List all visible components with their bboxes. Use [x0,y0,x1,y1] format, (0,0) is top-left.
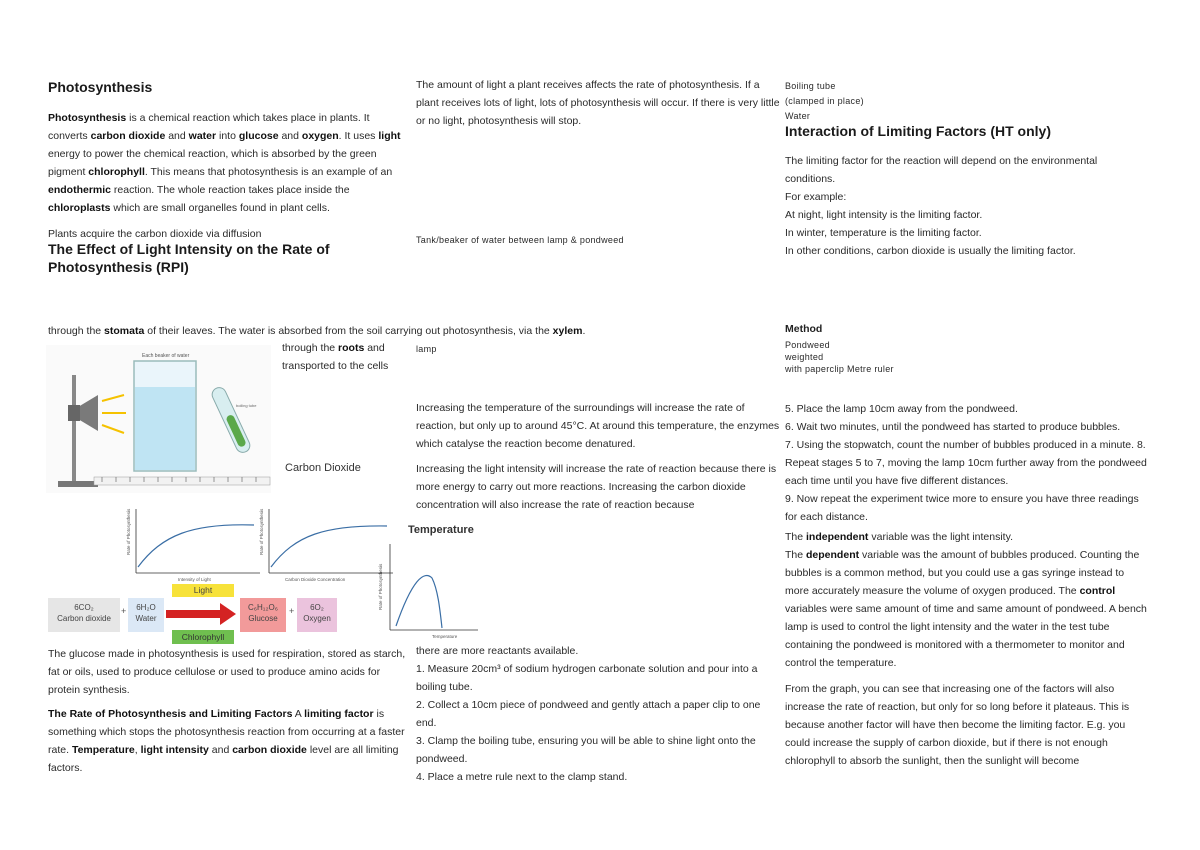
equation-carbon-dioxide: 6CO₂ Carbon dioxide [48,598,120,632]
page-title: Photosynthesis [48,79,153,95]
method-step: 3. Clamp the boiling tube, ensuring you will be able to shine light onto the pondweed. [416,735,756,765]
rpi-heading: The Effect of Light Intensity on the Rate of Photosynthesis (RPI) [48,241,330,275]
reactants-line: there are more reactants available. [416,645,579,657]
graph-explanation: From the graph, you can see that increasing one of the factors will also increase the rate of reaction, but only for so long before it plateaus. This is because another factor will have then become the limiting factor. E.g. you could increase the supply of carbon dioxide, but if there is not enough chlorophyll to absorb the sunlight, then the sunlight will become [785,683,1130,767]
paperclip-ruler-label: with paperclip Metre ruler [785,364,894,374]
interaction-list [785,152,1145,260]
method-step: 1. Measure 20cm³ of sodium hydrogen carbonate solution and pour into a boiling tube. [416,663,758,693]
weighted-label: weighted [785,352,824,362]
svg-text:Each beaker of water: Each beaker of water [142,353,190,359]
method-step: 6. Wait two minutes, until the pondweed has started to produce bubbles. [785,421,1121,433]
interaction-line: In winter, temperature is the limiting factor. [785,227,982,239]
co2-diffusion-line: Plants acquire the carbon dioxide via diffusion [48,228,262,240]
temperature-paragraph: Increasing the temperature of the surroundings will increase the rate of reaction, but only up to around 45°C. At around this temperature, the enzymes which catalyse the reaction become denatured. [416,402,780,450]
interaction-line: In other conditions, carbon dioxide is usually the limiting factor. [785,245,1076,257]
equation-oxygen: 6O₂ Oxygen [297,598,337,632]
water-label: Water [785,111,811,121]
graph2-y-label: Rate of Photosynthesis [259,508,264,555]
graph1-x-label: Intensity of Light [178,577,211,582]
svg-text:boiling tube: boiling tube [236,403,257,408]
temperature-graph [372,540,482,640]
method-step: 4. Place a metre rule next to the clamp stand. [416,771,628,783]
clamped-label: (clamped in place) [785,96,864,106]
independent-variable: The independent variable was the light intensity. [785,531,1013,543]
graph3-y-label: Rate of Photosynthesis [378,563,383,610]
graph2-x-label: Carbon Dioxide Concentration [285,577,346,582]
stomata-line: through the stomata of their leaves. The water is absorbed from the soil carrying out photosynthesis, via the xylem. [48,325,586,337]
light-amount-paragraph: The amount of light a plant receives affects the rate of photosynthesis. If a plant receives lots of light, lots of photosynthesis will occur. If there is very little or no light, photosynthesis will stop. [416,79,780,127]
pondweed-label: Pondweed [785,340,830,350]
roots-line: through the roots and [282,342,385,354]
transported-line: transported to the cells [282,360,389,372]
graph3-x-label: Temperature [432,634,458,639]
limiting-factors-paragraph: The Rate of Photosynthesis and Limiting Factors A limiting factor is something which stops the photosynthesis reaction from occurring at a faster rate. Temperature, light intensity and carbon dioxide level are all limiting factors. [48,708,405,774]
equation-plus-1: + [121,606,127,616]
method-steps-1-4 [416,660,781,786]
method-step: 5. Place the lamp 10cm away from the pondweed. [785,403,1018,415]
dependent-variable: The dependent variable was the amount of bubbles produced. Counting the bubbles is a common method, but you could use a gas syringe instead to more accurately measure the volume of oxygen produced. The control variables were same amount of time and same amount of pondweed. A bench lamp is used to control the light intensity and the water in the test tube containing the pondweed is monitored with a thermometer to monitor and control the temperature. [785,549,1147,669]
method-step: 9. Now repeat the experiment twice more to ensure you have three readings for each distance. [785,493,1139,523]
equation-arrow [166,600,238,628]
equation-light-label: Light [172,584,234,597]
method-step: 2. Collect a 10cm piece of pondweed and gently attach a paper clip to one end. [416,699,761,729]
carbon-dioxide-label: Carbon Dioxide [285,462,361,474]
light-intensity-graph [122,505,262,585]
glucose-uses-paragraph: The glucose made in photosynthesis is used for respiration, stored as starch, fat or oils, used to produce cellulose or used to produce amino acids for protein synthesis. [48,648,406,696]
light-increase-paragraph: Increasing the light intensity will increase the rate of reaction because there is more energy to carry out more reactions. Increasing the carbon dioxide concentration will also increase the rate of reaction because [416,463,777,511]
method-heading: Method [785,323,823,335]
equation-glucose: C₆H₁₂O₆ Glucose [240,598,286,632]
intro-paragraph: Photosynthesis is a chemical reaction which takes place in plants. It converts carbon dioxide and water into glucose and oxygen. It uses light energy to power the chemical reaction, which is absorbed by the green pigment chlorophyll. This means that photosynthesis is an example of an endothermic reaction. The whole reaction takes place inside the chloroplasts which are small organelles found in plant cells. [48,112,401,214]
tank-label: Tank/beaker of water between lamp & pondweed [416,235,624,245]
interaction-line: For example: [785,191,847,203]
method-steps-5-9 [785,400,1150,770]
boiling-tube-label: Boiling tube [785,81,836,91]
interaction-line: The limiting factor for the reaction will depend on the environmental conditions. [785,155,1098,185]
method-step: 7. Using the stopwatch, count the number of bubbles produced in a minute. 8. Repeat stages 5 to 7, moving the lamp 10cm further away from the pondweed each time until you have five different distances. [785,439,1147,487]
interaction-heading: Interaction of Limiting Factors (HT only) [785,123,1051,139]
equation-plus-2: + [289,606,295,616]
apparatus-diagram [46,345,271,493]
interaction-line: At night, light intensity is the limiting factor. [785,209,983,221]
equation-chlorophyll-label: Chlorophyll [172,630,234,644]
lamp-label: lamp [416,344,437,354]
equation-water: 6H₂O Water [128,598,164,632]
temperature-graph-title: Temperature [408,524,474,536]
graph1-y-label: Rate of Photosynthesis [126,508,131,555]
